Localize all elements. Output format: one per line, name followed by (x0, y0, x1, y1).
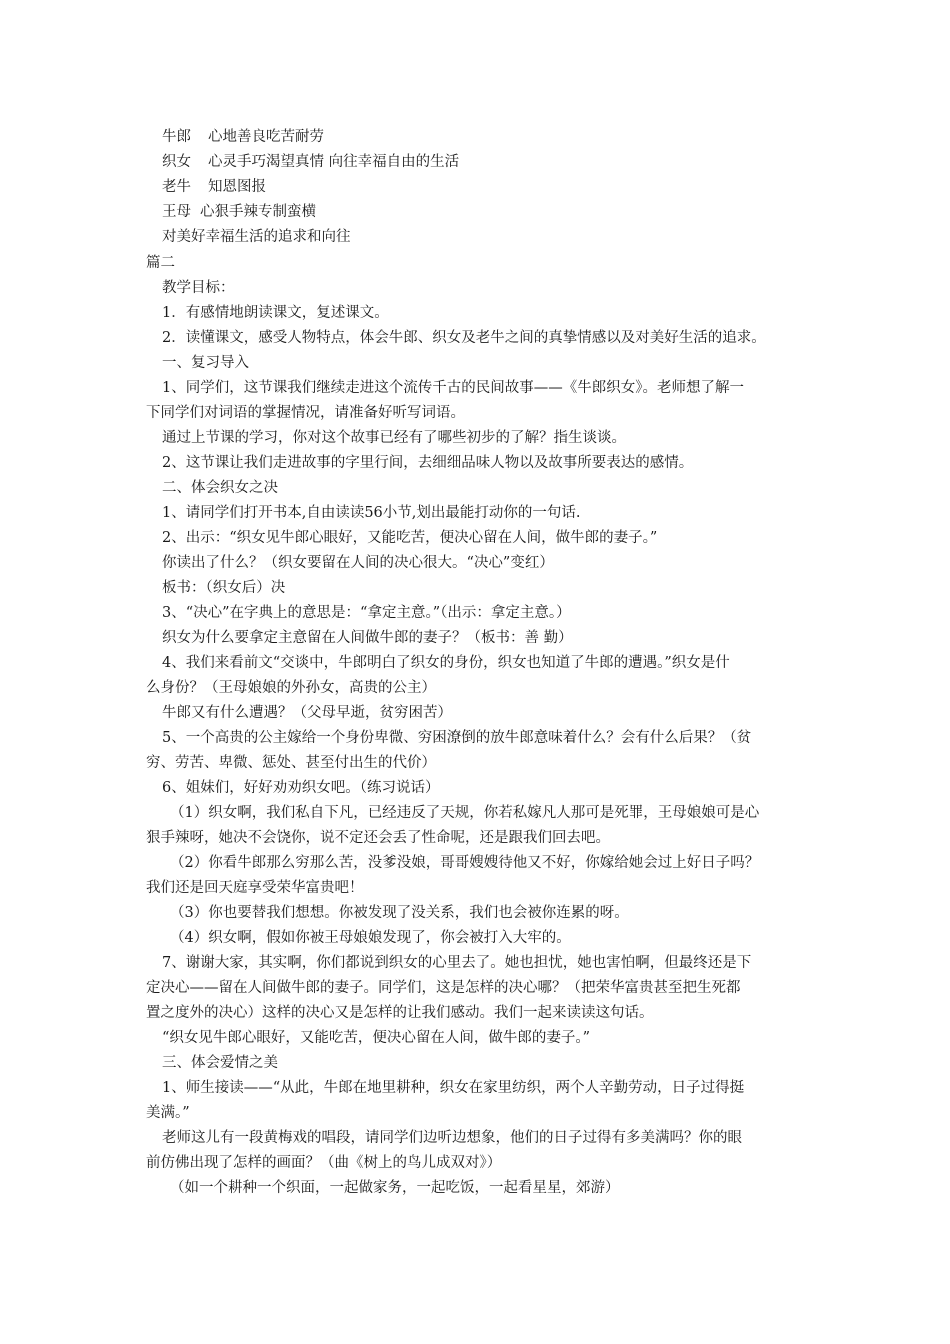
character-trait: 知恩图报 (208, 179, 266, 195)
character-line (162, 127, 324, 147)
text-line: 6、姐妹们，好好劝劝织女吧。（练习说话） (162, 780, 440, 796)
text-line: 通过上节课的学习，你对这个故事已经有了哪些初步的了解？指生谈谈。 (162, 430, 626, 446)
text-line: 1、师生接读——“从此，牛郎在地里耕种，织女在家里纺织，两个人辛勤劳动，日子过得挺 (162, 1080, 745, 1096)
heading: 二、体会织女之决 (162, 480, 278, 496)
character-trait: 心地善良吃苦耐劳 (208, 129, 324, 145)
section-title: 篇二 (146, 255, 175, 271)
heading: 三、体会爱情之美 (162, 1055, 278, 1071)
text-line: 穷、劳苦、卑微、惩处、甚至付出生的代价） (146, 755, 436, 771)
text-line: 置之度外的决心）这样的决心又是怎样的让我们感动。我们一起来读读这句话。 (146, 1005, 654, 1021)
text-line: （如一个耕种一个织面，一起做家务，一起吃饭，一起看星星，郊游） (170, 1180, 620, 1196)
text-line: （2）你看牛郎那么穷那么苦，没爹没娘，哥哥嫂嫂待他又不好，你嫁给她会过上好日子吗？ (170, 855, 760, 871)
text-line: 2、出示：“织女见牛郎心眼好，又能吃苦，便决心留在人间，做牛郎的妻子。” (162, 530, 658, 546)
text-line: 3、“决心”在字典上的意思是：“拿定主意。”（出示：拿定主意。） (162, 605, 571, 621)
heading: 一、复习导入 (162, 355, 249, 371)
text-line: 1、请同学们打开书本,自由读读56小节,划出最能打动你的一句话. (162, 505, 581, 521)
character-trait: 心狠手辣专制蛮横 (200, 204, 316, 220)
text-line: 美满。” (146, 1105, 190, 1121)
text-line: （3）你也要替我们想想。你被发现了没关系，我们也会被你连累的呀。 (170, 905, 629, 921)
text-line: 2．读懂课文，感受人物特点，体会牛郎、织女及老牛之间的真挚情感以及对美好生活的追求。 (162, 330, 766, 346)
character-trait: 心灵手巧渴望真情 向往幸福自由的生活 (208, 154, 460, 170)
character-line (162, 152, 459, 172)
text-line: 下同学们对词语的掌握情况，请准备好听写词语。 (146, 405, 465, 421)
text-line: 7、谢谢大家，其实啊，你们都说到织女的心里去了。她也担忧，她也害怕啊，但最终还是下 (162, 955, 752, 971)
text-line: 牛郎又有什么遭遇？（父母早逝，贫穷困苦） (162, 705, 452, 721)
text-line: （1）织女啊，我们私自下凡，已经违反了天规，你若私嫁凡人那可是死罪，王母娘娘可是心 (170, 805, 760, 821)
character-line (162, 177, 266, 197)
character-name: 牛郎 (162, 129, 191, 145)
text-line: 老师这儿有一段黄梅戏的唱段，请同学们边听边想象，他们的日子过得有多美满吗？你的眼 (162, 1130, 742, 1146)
summary-line: 对美好幸福生活的追求和向往 (162, 229, 351, 245)
text-line: 1、同学们，这节课我们继续走进这个流传千古的民间故事——《牛郎织女》。老师想了解一 (162, 380, 744, 396)
text-line: 么身份？（王母娘娘的外孙女，高贵的公主） (146, 680, 436, 696)
character-name: 王母 (162, 204, 191, 220)
text-line: 教学目标： (162, 280, 235, 296)
text-line: 板书：（织女后）决 (162, 580, 286, 596)
text-line: 4、我们来看前文“交谈中，牛郎明白了织女的身份，织女也知道了牛郎的遭遇。”织女是什 (162, 655, 730, 671)
character-name: 织女 (162, 154, 191, 170)
text-line: 织女为什么要拿定主意留在人间做牛郎的妻子？（板书：善 勤） (162, 630, 573, 646)
character-name: 老牛 (162, 179, 191, 195)
text-line: 你读出了什么？（织女要留在人间的决心很大。“决心”变红） (162, 555, 554, 571)
text-line: 狠手辣呀，她决不会饶你，说不定还会丢了性命呢，还是跟我们回去吧。 (146, 830, 610, 846)
text-line: 定决心——留在人间做牛郎的妻子。同学们，这是怎样的决心哪？（把荣华富贵甚至把生死都 (146, 980, 741, 996)
text-line: （4）织女啊，假如你被王母娘娘发现了，你会被打入大牢的。 (170, 930, 571, 946)
text-line: 我们还是回天庭享受荣华富贵吧！ (146, 880, 364, 896)
character-line (162, 202, 316, 222)
text-line: 前仿佛出现了怎样的画面？（曲《树上的鸟儿成双对》） (146, 1155, 502, 1171)
text-line: “织女见牛郎心眼好，又能吃苦，便决心留在人间，做牛郎的妻子。” (162, 1030, 591, 1046)
text-line: 5、一个高贵的公主嫁给一个身份卑微、穷困潦倒的放牛郎意味着什么？会有什么后果？（贫 (162, 730, 752, 746)
text-line: 1．有感情地朗读课文，复述课文。 (162, 305, 389, 321)
text-line: 2、这节课让我们走进故事的字里行间，去细细品味人物以及故事所要表达的感情。 (162, 455, 694, 471)
